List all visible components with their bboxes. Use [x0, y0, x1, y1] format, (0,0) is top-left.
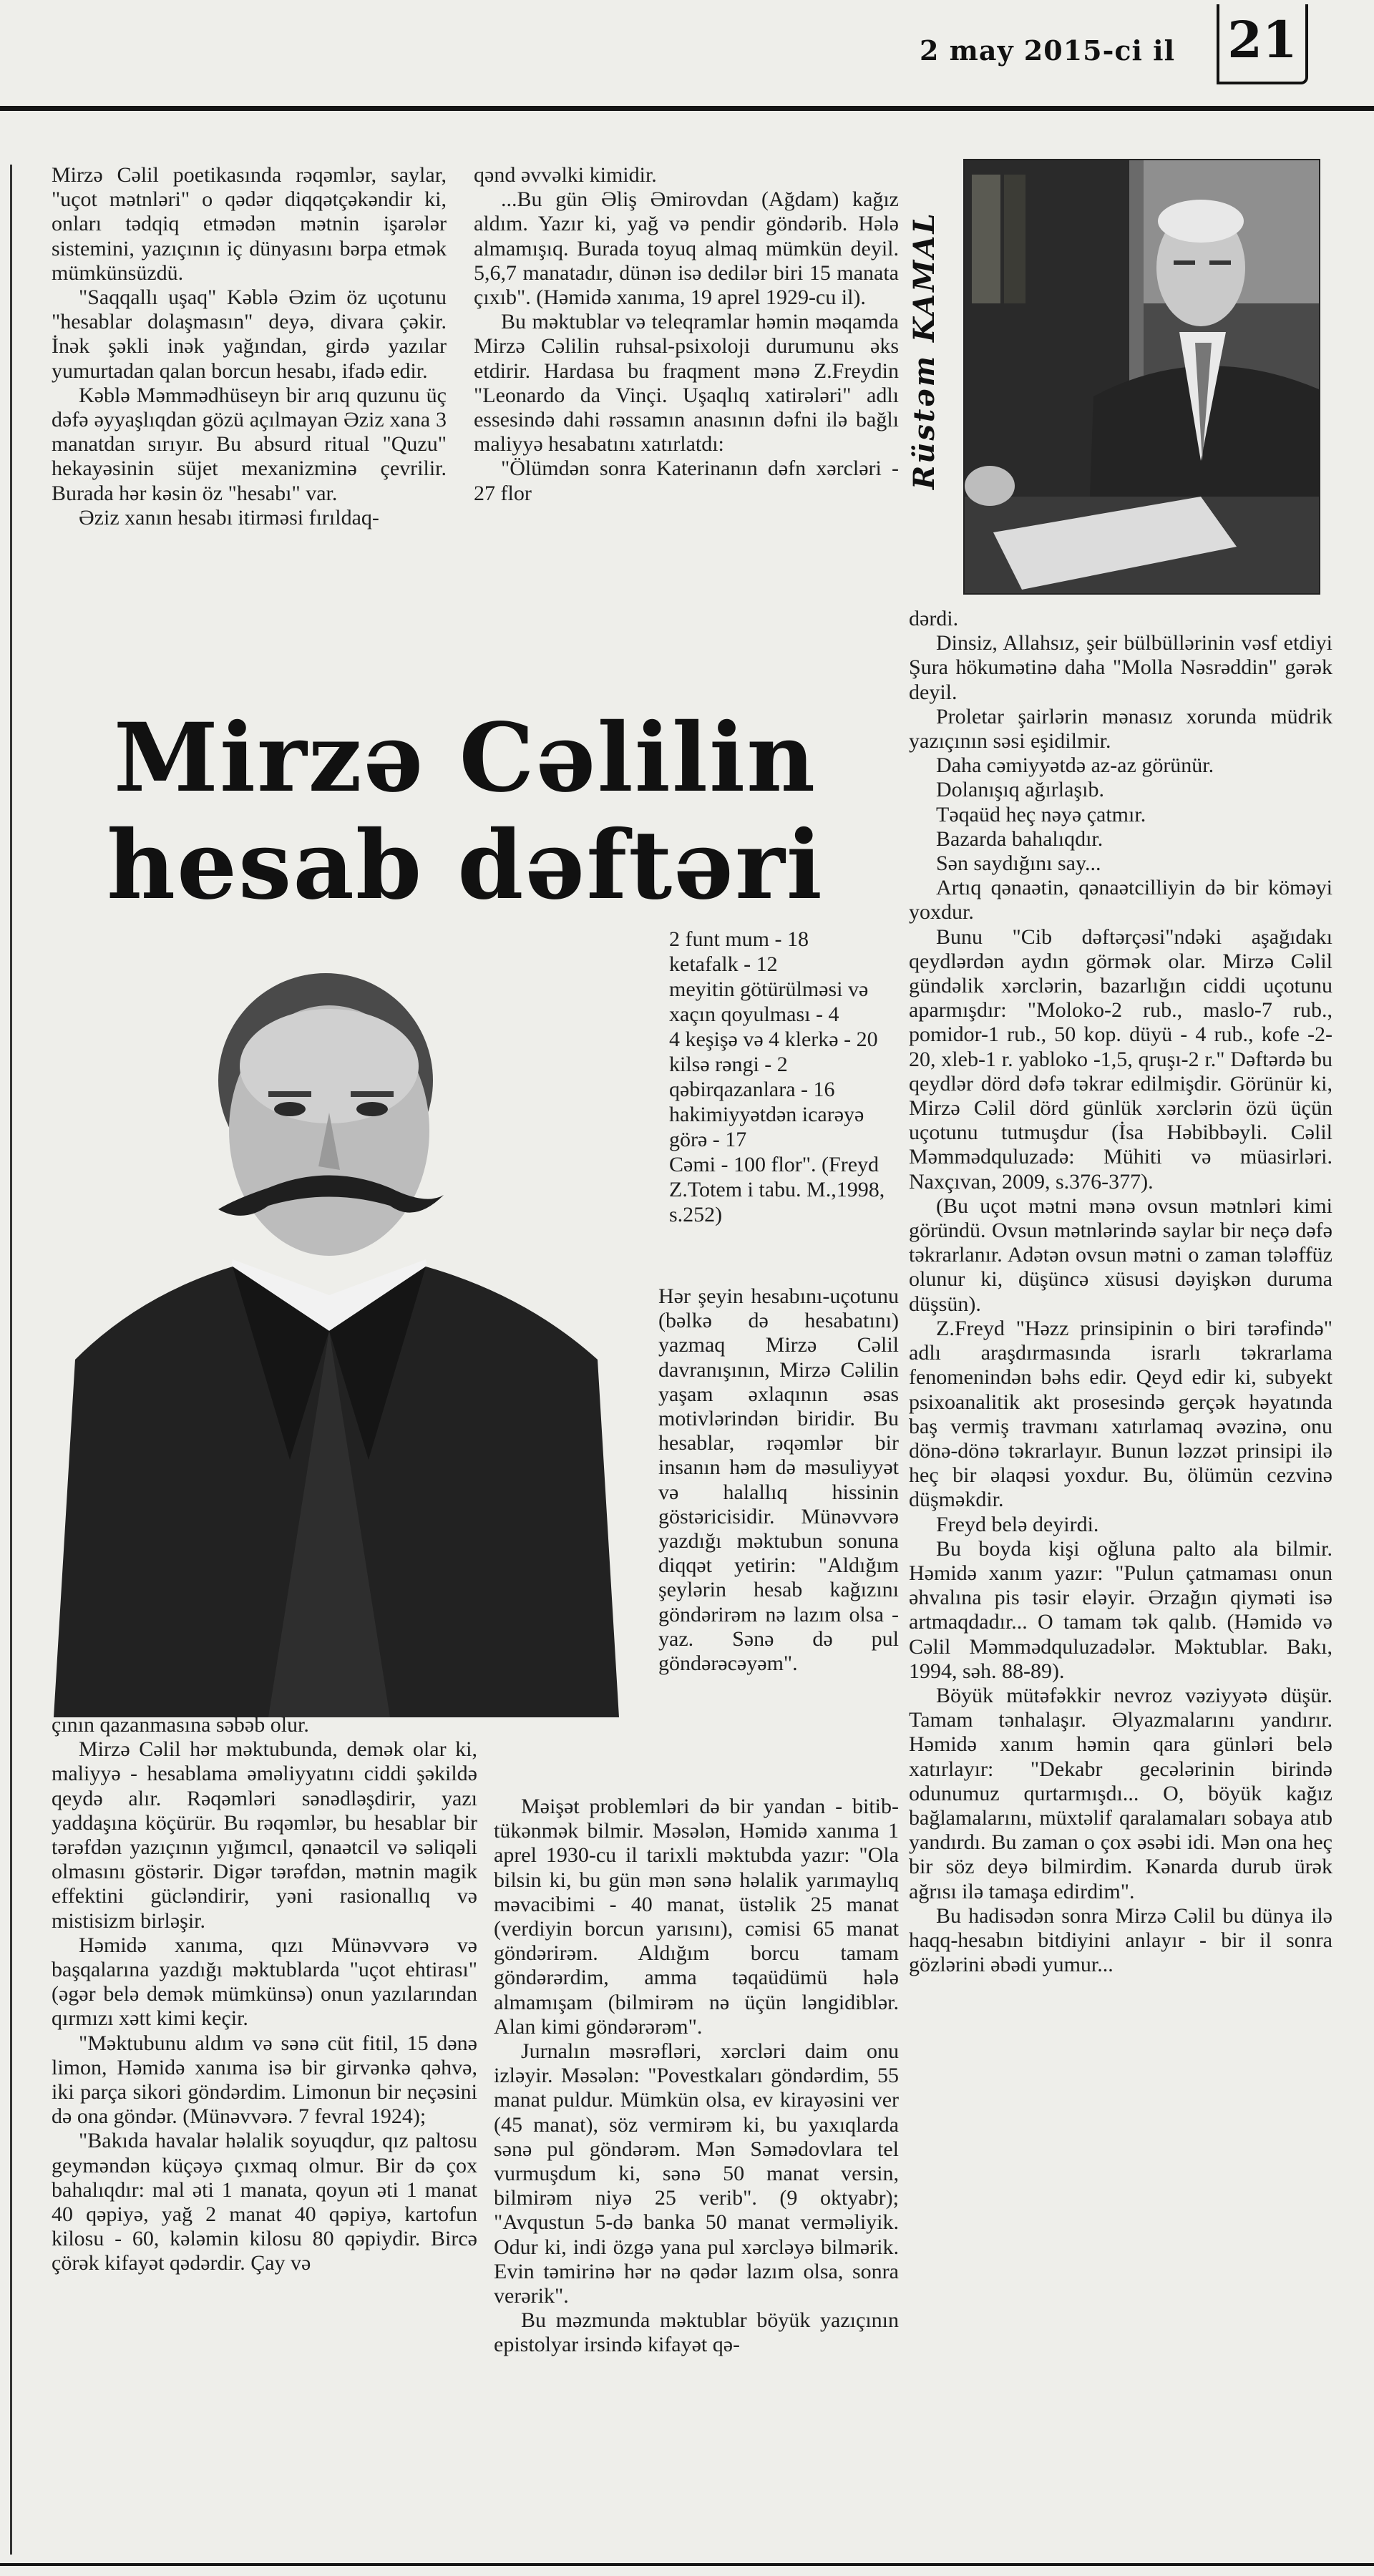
expense-item: meyitin götürülməsi və xaçın qoyulması - 4: [669, 977, 869, 1026]
paragraph: Jurnalın məsrəfləri, xərcləri daim onu izləyir. Məsələn: "Povestkaları göndərdim, 55 manat puldur. Mümkün olsa, ev kirayəsini ver (45 manat), söz vermirəm ki, bu yaxıqlarda sənə pul göndərəm. Mən Səmədovlara tel vurmuşdum ki, sənə 50 manat versin, bilmirəm niyə 25 verib". (9 oktyabr); "Avqustun 5-də banka 50 manat verməliyik. Odur ki, indi özgə yana pul xərcləyə bilmərik. Evin təmirinə hər nə qədər lazım olsa, sonra verərik".: [494, 2039, 899, 2308]
paragraph: çının qazanmasına səbəb olur.: [52, 1713, 309, 1737]
paragraph: Bazarda bahalıqdır.: [936, 826, 1103, 851]
expense-item: kilsə rəngi - 2: [669, 1053, 788, 1076]
paragraph: Z.Freyd "Həzz prinsipinin o biri tərəfində" adlı araşdırmasında israrlı təkrarlama fenomenindən bəhs edir. Qeyd edir ki, subyekt psixoanalitik akt prosesində gerçək həyatında baş vermiş travmanı xatırlamaq əvəzinə, onu dönə-dönə təkrarlayır. Bunun ləzzət prinsipi ilə heç bir əlaqəsi yoxdur. Bu, ölümün cezvinə düşməkdir.: [909, 1316, 1332, 1512]
paragraph: Mirzə Cəlil hər məktubunda, demək olar ki, maliyyə - hesablama əməliyyatını ciddi şəkildə qeydə alır. Rəqəmləri sənədləşdirir, yazı yaddaşına köçürür. Bu rəqəmlər, bu hesablar bir tərəfdən yazıçının yığımcıl, qənaətcil və səliqəli olmasını göstərir. Digər tərəfdən, mətnin magik effektini gücləndirir, yəni rasionallıq və mistisizm birləşir.: [52, 1737, 477, 1933]
column-1-top: [52, 163, 447, 530]
title-line-2: hesab dəftəri: [107, 810, 824, 921]
expense-list: [669, 927, 887, 1227]
paragraph: Bu boyda kişi oğluna palto ala bilmir. Həmidə xanım yazır: "Pulun çatmaması onun əhvalına pis təsir eləyir. Ərzağın qiyməti isə artmaqdadır... O tamam tək qalıb. (Həmidə və Cəlil Məmmədquluzadələr. Məktublar. Bakı, 1994, səh. 88-89).: [909, 1536, 1332, 1683]
column-2-middle: [494, 1284, 899, 1676]
header-rule: [0, 106, 1374, 111]
paragraph: Daha cəmiyyətdə az-az görünür.: [936, 753, 1214, 778]
title-line-1: Mirzə Cəlilin: [113, 703, 817, 814]
paragraph: "Məktubunu aldım və sənə cüt fitil, 15 dənə limon, Həmidə xanıma isə bir girvənkə qəhvə, iki parça sikori göndərdim. Limonun bir neçəsini də ona göndər. (Münəvvərə. 7 fevral 1924);: [52, 2031, 477, 2129]
paragraph: Dinsiz, Allahsız, şeir bülbüllərinin vəsf etdiyi Şura hökumətinə daha "Molla Nəsrəddin" gərək deyil.: [909, 631, 1332, 704]
expense-item: 2 funt mum - 18: [669, 927, 809, 951]
author-photo: [963, 159, 1320, 595]
article-title: [86, 705, 844, 919]
paragraph: Freyd belə deyirdi.: [936, 1512, 1099, 1536]
paragraph: "Ölümdən sonra Katerinanın dəfn xərcləri - 27 flor: [474, 457, 899, 505]
expense-item: 4 keşişə və 4 klerkə - 20: [669, 1028, 878, 1051]
paragraph: (Bu uçot mətni mənə ovsun mətnləri kimi göründü. Ovsun mətnlərində saylar bir neçə dəfə təkrarlanır. Adətən ovsun mətni o zaman tələffüz olunur ki, düşüncə xüsusi dəyişkən duruma düşsün).: [909, 1194, 1332, 1316]
paragraph: dərdi.: [909, 607, 959, 630]
paragraph: Hər şeyin hesabını-uçotunu (bəlkə də hesabatını) yazmaq Mirzə Cəlil davranışının, Mirzə Cəlilin yaşam əxlaqının əsas motivlərindən biridir. Bu hesablar, rəqəmlər bir insanın həm də məsuliyyət və halallıq hissinin göstəricisidir. Münəvvərə yazdığı məktubun sonuna diqqət yetirin: "Aldığım şeylərin hesab kağızını göndərirəm nə lazım olsa - yaz. Sənə də pul göndərəcəyəm".: [658, 1284, 899, 1676]
author-photo-illustration: [965, 160, 1319, 593]
footer-rule: [0, 2563, 1374, 2566]
paragraph: "Saqqallı uşaq" Kəblə Əzim öz uçotunu "hesablar dolaşmasın" deyə, divara çəkir. İnək şəkli inək yağından, girdə yazılar yumurtadan qalan borcun hesabı, ifadə edir.: [52, 286, 447, 383]
paragraph: Təqaüd heç nəyə çatmır.: [936, 802, 1146, 826]
paragraph: Bu məzmunda məktublar böyük yazıçının epistolyar irsində kifayət qə-: [494, 2308, 899, 2357]
paragraph: Mirzə Cəlil poetikasında rəqəmlər, saylar, "uçot mətnləri" o qədər diqqətçəkəndir ki, onları tədqiq etmədən mətnin işarələr sistemini, yazıçının iç dünyasını bərpa etmək mümkünsüzdü.: [52, 163, 447, 285]
column-3: [909, 607, 1332, 1977]
author-byline: Rüstəm KAMAL: [907, 211, 941, 490]
paragraph: qənd əvvəlki kimidir.: [474, 163, 657, 187]
paragraph: Bu məktublar və teleqramlar həmin məqamda Mirzə Cəlilin ruhsal-psixoloji durumunu əks etdirir. Hardasa bu fraqment mənə Z.Freydin "Leonardo da Vinçi. Uşaqlıq xatirələri" adlı essesində dahi rəssamın anasının dəfni ilə bağlı maliyyə hesabatını xatırlatdı:: [474, 310, 899, 457]
paragraph: Kəblə Məmmədhüseyn bir arıq quzunu üç dəfə əyyaşlıqdan gözü açılmayan Əziz xana 3 manatdan sırıyır. Bu absurd ritual "Quzu" hekayəsinin süjet mexanizminə çevrilir. Burada hər kəsin öz "hesabı" var.: [52, 383, 447, 505]
expense-item: ketafalk - 12: [669, 952, 778, 976]
paragraph: ...Bu gün Əliş Əmirovdan (Ağdam) kağız aldım. Yazır ki, yağ və pendir göndərib. Hələ almamışıq. Burada toyuq almaq mümkün deyil. 5,6,7 manatadır, dünən isə dedilər biri 15 manata çıxıb". (Həmidə xanıma, 19 aprel 1929-cu il).: [474, 187, 899, 310]
column-1-bottom: [52, 1713, 477, 2276]
paragraph: Proletar şairlərin mənasız xorunda müdrik yazıçının səsi eşidilmir.: [909, 704, 1332, 753]
left-column-rule: [10, 165, 12, 2555]
paragraph: Böyük mütəfəkkir nevroz vəziyyətə düşür. Tamam tənhalaşır. Əlyazmalarını yandırır. Həmidə xanım həmin qara günləri belə xatırlayır: "Dekabr gecələrinin birində odunumuz qurtarmışdı... O, böyük kağız bağlamalarını, müxtəlif qaralamaları sobaya atıb yandırdı. Bu zaman o çox əsəbi idi. Mən ona heç bir söz deyə bilmirdim. Kənarda durub ürək ağrısı ilə tamaşa edirdim".: [909, 1683, 1332, 1903]
paragraph: Əziz xanın hesabı itirməsi fırıldaq-: [79, 505, 379, 530]
paragraph: Bunu "Cib dəftərçəsi"ndəki aşağıdakı qeydlərdən aydın görmək olar. Mirzə Cəlil gündəlik xərclərin, bazarlığın ciddi uçotunu aparmışdır: "Moloko-2 rub., maslo-7 rub., pomidor-1 rub., 50 kop. düyü - 4 rub., kofe -2-20, xleb-1 r. yabloko -1,5, qruşı-2 r." Dəftərdə bu qeydlər dörd dəfə təkrar edilmişdir. Görünür ki, Mirzə Cəlil dörd günlük xərclərin özü üçün uçotunu tutmuşdur (İsa Həbibbəyli. Cəlil Məmmədquluzadə: Mühiti və müasirləri. Naxçıvan, 2009, s.376-377).: [909, 924, 1332, 1194]
page-number: 21: [1217, 4, 1308, 84]
expense-item: Cəmi - 100 flor". (Freyd Z.Totem i tabu. M.,1998, s.252): [669, 1153, 885, 1226]
paragraph: Dolanışıq ağırlaşıb.: [936, 778, 1104, 802]
expense-item: qəbirqazanlara - 16: [669, 1078, 835, 1101]
paragraph: Həmidə xanıma, qızı Münəvvərə və başqalarına yazdığı məktublarda "uçot ehtirası" (əgər belə demək mümkünsə) onun yazılarından qırmızı xətt kimi keçir.: [52, 1933, 477, 2031]
paragraph: "Bakıda havalar həlalik soyuqdur, qız paltosu geyməndən küçəyə çıxmaq olmur. Bir də çox bahalıqdır: mal əti 1 manata, qoyun əti 1 manat 40 qəpiyə, yağ 2 manat 40 qəpiyə, kartofun kilosu - 60, kələmin kilosu 80 qəpiydir. Bircə çörək kifayət qədərdir. Çay və: [52, 2129, 477, 2275]
expense-item: hakimiyyətdən icarəyə görə - 17: [669, 1103, 864, 1151]
paragraph: Artıq qənaətin, qənaətcilliyin də bir köməyi yoxdur.: [909, 876, 1332, 924]
column-2-bottom: [494, 1795, 899, 2358]
issue-date: 2 may 2015-ci il: [920, 34, 1176, 67]
column-2-top: [474, 163, 899, 506]
paragraph: Bu hadisədən sonra Mirzə Cəlil bu dünya ilə haqq-hesabın bitdiyini anlayır - bir il sonra gözlərini əbədi yumur...: [909, 1903, 1332, 1977]
paragraph: Sən saydığını say...: [936, 852, 1101, 876]
paragraph: Məişət problemləri də bir yandan - bitib-tükənmək bilmir. Məsələn, Həmidə xanıma 1 aprel 1930-cu il tarixli məktubda yazır: "Ola bilsin ki, bu gün mən sənə həlalik yarımaylıq məvacibimi - 40 manat, üstəlik 25 manat (verdiyin borcun yarısını), cəmisi 65 manat göndərirəm. Aldığım borcu tamam göndərərdim, amma təqaüdümü hələ almamışam (bilmirəm nə üçün ləngidiblər. Alan kimi göndərərəm".: [494, 1795, 899, 2039]
